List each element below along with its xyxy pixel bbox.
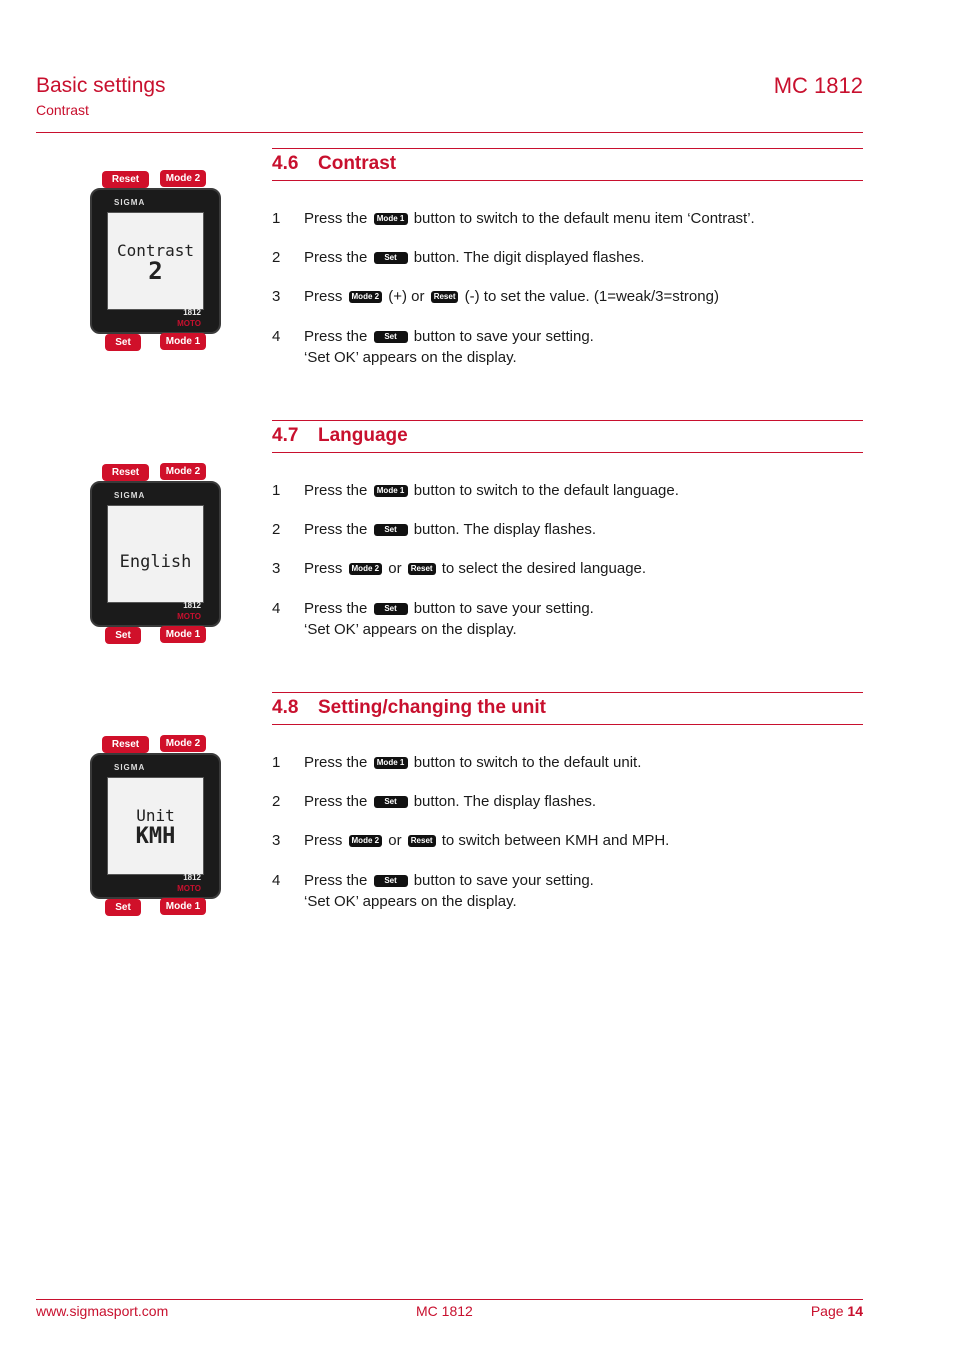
device-image-language	[88, 463, 223, 648]
mode1-button-icon: Mode 1	[374, 757, 408, 769]
section-unit	[272, 692, 863, 922]
device-screen	[107, 777, 204, 875]
page-header-title: Basic settings	[36, 74, 166, 97]
mode2-tab: Mode 2	[160, 735, 206, 752]
step-number: 4	[272, 600, 281, 617]
section-title: Contrast	[318, 153, 397, 174]
device-body	[90, 481, 221, 627]
mode1-tab: Mode 1	[160, 333, 206, 350]
step-text: or	[388, 832, 402, 849]
mode1-tab: Mode 1	[160, 898, 206, 915]
step-text: Press the	[304, 872, 368, 889]
step-text: Press	[304, 832, 343, 849]
device-image-unit	[88, 735, 223, 920]
step-text: button to switch to the default language.	[413, 482, 679, 499]
section-heading	[272, 148, 863, 181]
step-number: 3	[272, 560, 281, 577]
step-number: 2	[272, 521, 281, 538]
step-text: button. The display flashes.	[413, 521, 597, 538]
step-text: Press the	[304, 754, 368, 771]
step-number: 3	[272, 832, 281, 849]
display-line-1: Contrast	[116, 241, 195, 260]
reset-button-icon: Reset	[408, 835, 436, 847]
step-text: Press the	[304, 521, 368, 538]
step-number: 2	[272, 793, 281, 810]
device-brand: SIGMA	[114, 198, 146, 207]
set-tab: Set	[105, 334, 141, 351]
set-button-icon: Set	[374, 252, 408, 264]
step-number: 2	[272, 249, 281, 266]
display-line-2: 2	[148, 257, 163, 285]
step-text: Press the	[304, 482, 368, 499]
section-heading	[272, 420, 863, 453]
step-number: 1	[272, 482, 281, 499]
footer-website[interactable]: www.sigmasport.com	[36, 1303, 169, 1319]
step-number: 1	[272, 210, 281, 227]
page-header-subtitle: Contrast	[36, 102, 89, 118]
display-line-1: Unit	[136, 806, 175, 825]
step-text: to switch between KMH and MPH.	[441, 832, 670, 849]
device-moto: MOTO	[177, 319, 201, 328]
step-text: button to save your setting.	[413, 872, 594, 889]
reset-button-icon: Reset	[431, 291, 459, 303]
step-text: or	[388, 560, 402, 577]
step-number: 1	[272, 754, 281, 771]
device-screen	[107, 505, 204, 603]
section-number: 4.8	[272, 697, 299, 718]
mode1-button-icon: Mode 1	[374, 485, 408, 497]
section-language	[272, 420, 863, 650]
step-text: ‘Set OK’ appears on the display.	[304, 349, 517, 366]
step-text: Press the	[304, 793, 368, 810]
device-moto: MOTO	[177, 612, 201, 621]
step-text: to select the desired language.	[441, 560, 647, 577]
set-button-icon: Set	[374, 796, 408, 808]
header-divider	[36, 132, 863, 133]
step-number: 4	[272, 872, 281, 889]
device-moto: MOTO	[177, 884, 201, 893]
step-text: Press the	[304, 249, 368, 266]
section-title: Setting/changing the unit	[318, 697, 546, 718]
page-label: Page	[810, 1303, 844, 1319]
step-number: 4	[272, 328, 281, 345]
set-tab: Set	[105, 899, 141, 916]
reset-tab: Reset	[102, 736, 149, 753]
mode1-tab: Mode 1	[160, 626, 206, 643]
step-text: button. The digit displayed flashes.	[413, 249, 645, 266]
set-button-icon: Set	[374, 524, 408, 536]
device-body	[90, 188, 221, 334]
section-contrast	[272, 148, 863, 378]
page-header-model: MC 1812	[773, 73, 863, 98]
display-line-2: KMH	[135, 824, 176, 849]
step-text: ‘Set OK’ appears on the display.	[304, 621, 517, 638]
mode1-button-icon: Mode 1	[374, 213, 408, 225]
mode2-button-icon: Mode 2	[349, 835, 383, 847]
page-number: 14	[847, 1303, 863, 1319]
step-number: 3	[272, 288, 281, 305]
set-button-icon: Set	[374, 331, 408, 343]
step-text: Press the	[304, 600, 368, 617]
step-text: Press	[304, 560, 343, 577]
mode2-button-icon: Mode 2	[349, 291, 383, 303]
footer-divider	[36, 1299, 863, 1300]
set-tab: Set	[105, 627, 141, 644]
device-model: 1812	[183, 873, 201, 882]
step-text: button to save your setting.	[413, 600, 594, 617]
reset-button-icon: Reset	[408, 563, 436, 575]
step-text: button to switch to the default unit.	[413, 754, 642, 771]
reset-tab: Reset	[102, 464, 149, 481]
step-text: (-) to set the value. (1=weak/3=strong)	[464, 288, 719, 305]
device-model: 1812	[183, 601, 201, 610]
step-text: button. The display flashes.	[413, 793, 597, 810]
section-title: Language	[318, 425, 408, 446]
device-brand: SIGMA	[114, 763, 146, 772]
footer-page	[811, 1303, 863, 1319]
step-text: ‘Set OK’ appears on the display.	[304, 893, 517, 910]
step-text: button to switch to the default menu item ‘Contrast’.	[413, 210, 755, 227]
set-button-icon: Set	[374, 875, 408, 887]
step-text: Press the	[304, 328, 368, 345]
display-line-1: English	[119, 552, 192, 572]
step-text: Press	[304, 288, 343, 305]
device-body	[90, 753, 221, 899]
mode2-button-icon: Mode 2	[349, 563, 383, 575]
section-heading	[272, 692, 863, 725]
device-brand: SIGMA	[114, 491, 146, 500]
device-image-contrast	[88, 170, 223, 355]
step-text: Press the	[304, 210, 368, 227]
reset-tab: Reset	[102, 171, 149, 188]
device-screen	[107, 212, 204, 310]
step-text: button to save your setting.	[413, 328, 594, 345]
set-button-icon: Set	[374, 603, 408, 615]
section-number: 4.6	[272, 153, 299, 174]
footer-model: MC 1812	[416, 1303, 473, 1319]
mode2-tab: Mode 2	[160, 463, 206, 480]
section-number: 4.7	[272, 425, 299, 446]
device-model: 1812	[183, 308, 201, 317]
mode2-tab: Mode 2	[160, 170, 206, 187]
step-text: (+) or	[388, 288, 425, 305]
